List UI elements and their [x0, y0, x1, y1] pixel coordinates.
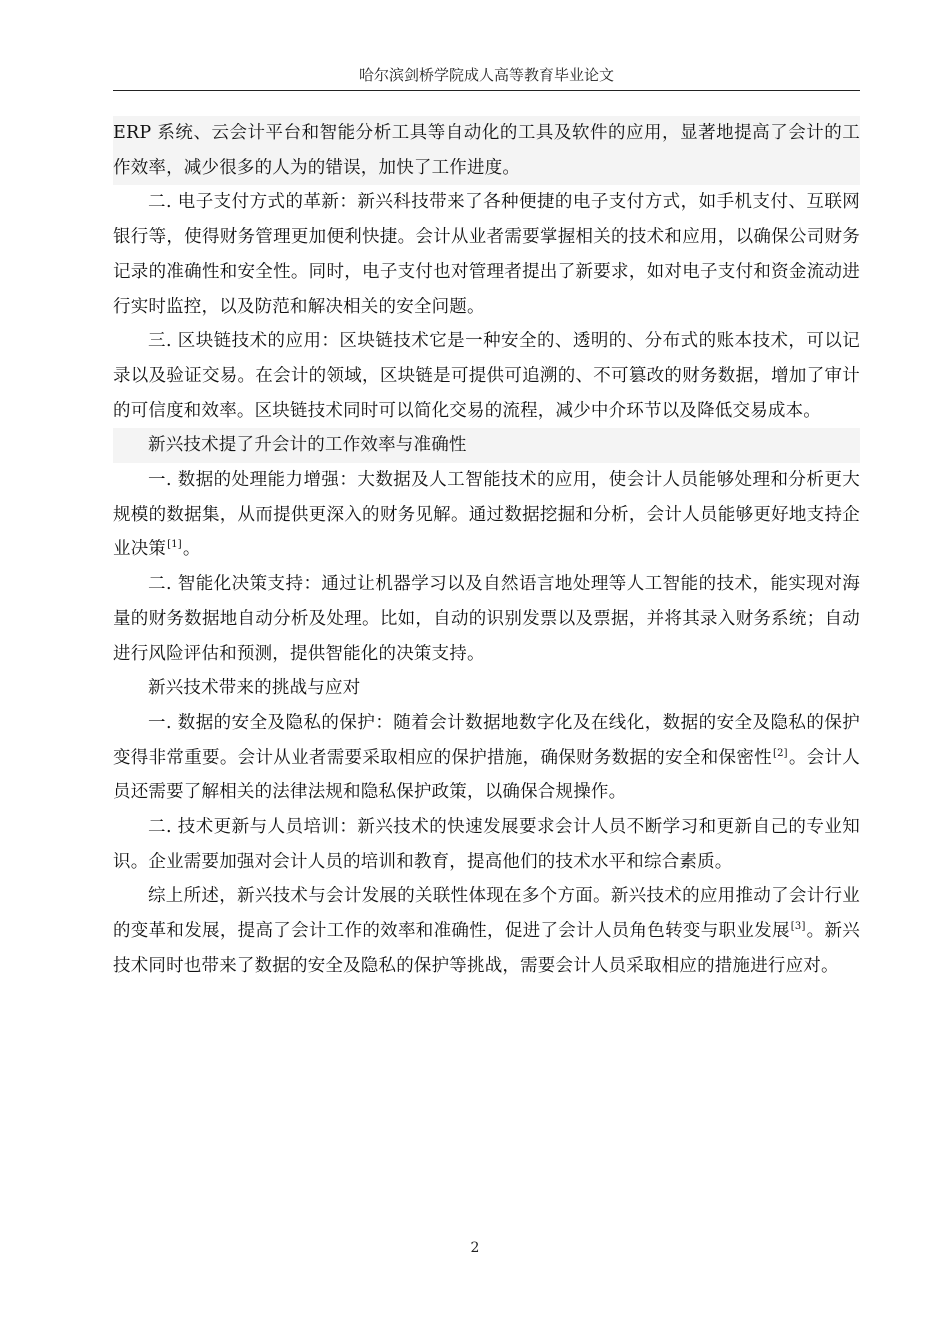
paragraph-conclusion-end: 。新兴技术同时也带来了数据的安全及隐私的保护等挑战，需要会计人员采取相应的措施进行应对。 — [113, 921, 860, 976]
section-heading-efficiency: 新兴技术提了升会计的工作效率与准确性 — [113, 428, 860, 463]
paragraph-intelligent-decision: 二. 智能化决策支持：通过让机器学习以及自然语言地处理等人工智能的技术，能实现对海量的财务数据地自动分析及处理。比如，自动的识别发票以及票据，并将其录入财务系统；自动进行风险评估和预测，提供智能化的决策支持。 — [113, 574, 860, 664]
paragraph-blockchain: 三. 区块链技术的应用：区块链技术它是一种安全的、透明的、分布式的账本技术，可以记录以及验证交易。在会计的领域，区块链是可提供可追溯的、不可篡改的财务数据，增加了审计的可信度和效率。区块链技术同时可以简化交易的流程，减少中介环节以及降低交易成本。 — [113, 331, 860, 421]
paragraph-data-processing-text: 一. 数据的处理能力增强：大数据及人工智能技术的应用，使会计人员能够处理和分析更大规模的数据集，从而提供更深入的财务见解。通过数据挖掘和分析，会计人员能够更好地支持企业决策 — [113, 470, 860, 560]
paragraph-conclusion — [113, 879, 860, 983]
paragraph-conclusion-text: 综上所述，新兴技术与会计发展的关联性体现在多个方面。新兴技术的应用推动了会计行业的变革和发展，提高了会计工作的效率和准确性，促进了会计人员角色转变与职业发展 — [113, 886, 860, 942]
paragraph-data-processing-end: 。 — [182, 539, 201, 560]
paragraph-erp-continuation: ERP 系统、云会计平台和智能分析工具等自动化的工具及软件的应用，显著地提高了会计的工作效率，减少很多的人为的错误，加快了工作进度。 — [113, 116, 860, 185]
paragraph-data-security-text: 一. 数据的安全及隐私的保护：随着会计数据地数字化及在线化，数据的安全及隐私的保护变得非常重要。会计从业者需要采取相应的保护措施，确保财务数据的安全和保密性 — [113, 712, 860, 768]
paragraph-data-security-end: 。会计人员还需要了解相关的法律法规和隐私保护政策，以确保合规操作。 — [113, 747, 860, 803]
citation-3: [3] — [790, 921, 806, 933]
citation-2: [2] — [772, 747, 788, 759]
section-heading-challenges: 新兴技术带来的挑战与应对 — [148, 678, 361, 699]
paragraph-data-security — [113, 706, 860, 810]
page-number: 2 — [470, 1240, 480, 1256]
page-header — [113, 60, 860, 91]
paragraph-electronic-payment: 二. 电子支付方式的革新：新兴科技带来了各种便捷的电子支付方式，如手机支付、互联网银行等，使得财务管理更加便利快捷。会计从业者需要掌握相关的技术和应用，以确保公司财务记录的准确性和安全性。同时，电子支付也对管理者提出了新要求，如对电子支付和资金流动进行实时监控，以及防范和解决相关的安全问题。 — [113, 192, 860, 317]
header-title: 哈尔滨剑桥学院成人高等教育毕业论文 — [358, 66, 614, 84]
citation-1: [1] — [167, 539, 182, 551]
paragraph-data-processing — [113, 463, 860, 567]
paragraph-training: 二. 技术更新与人员培训：新兴技术的快速发展要求会计人员不断学习和更新自己的专业知识。企业需要加强对会计人员的培训和教育，提高他们的技术水平和综合素质。 — [113, 817, 860, 872]
document-body — [113, 116, 860, 984]
